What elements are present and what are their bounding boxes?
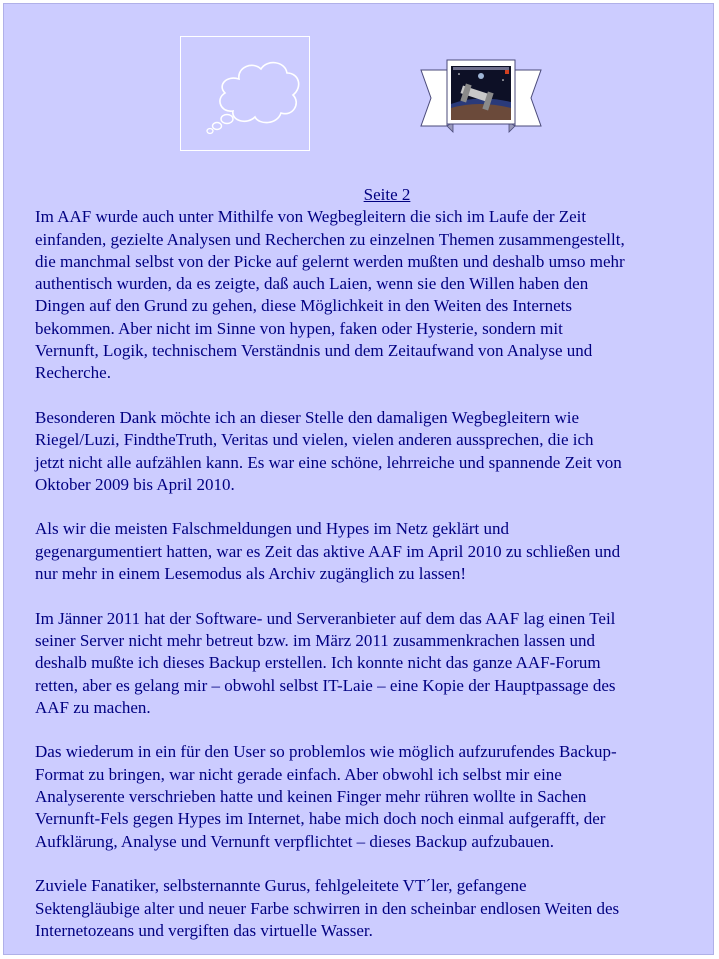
paragraph-line: Das wiederum in ein für den User so problemlos wie möglich aufzurufendes Backup- [35,742,617,762]
paragraph-line: nur mehr in einem Lesemodus als Archiv zugänglich zu lassen! [35,564,467,584]
paragraph-line: Sektengläubige alter und neuer Farbe schwirren in den scheinbar endlosen Weiten des [35,898,620,918]
paragraph-line: jetzt nicht alle aufzählen kann. Es war eine schöne, lehrreiche und spannende Zeit von [35,452,622,472]
paragraph-line: seiner Server nicht mehr betreut bzw. im März 2011 zusammenkrachen lassen und [35,630,596,650]
paragraph-line: Zuviele Fanatiker, selbsternannte Gurus, fehlgeleitete VT´ler, gefangene [35,876,527,896]
paragraph-line: Vernunft-Fels gegen Hypes im Internet, habe mich doch noch einmal aufgerafft, der [35,809,606,829]
paragraph-line: die manchmal selbst von der Picke auf gelernt werden mußten und deshalb umso mehr [35,251,625,271]
paragraph [35,741,705,852]
paragraph [35,518,705,585]
page-number-heading: Seite 2 [363,185,411,204]
paragraph-line: Im AAF wurde auch unter Mithilfe von Wegbegleitern die sich im Laufe der Zeit [35,207,587,227]
paragraph-line: Als wir die meisten Falschmeldungen und Hypes im Netz geklärt und [35,519,510,539]
paragraph-line: Aufklärung, Analyse und Vernunft verpflichtet – dieses Backup aufzubauen. [35,831,554,851]
paragraph-line: Format zu bringen, war nicht gerade einfach. Aber obwohl ich selbst mir eine [35,764,562,784]
paragraph-line: Vernunft, Logik, technischem Verständnis und dem Zeitaufwand von Analyse und [35,341,593,361]
paragraph-list [35,206,705,942]
document-page [3,3,714,955]
paragraph-line: retten, aber es gelang mir – obwohl selbst IT-Laie – eine Kopie der Hauptpassage des [35,675,616,695]
paragraph-line: authentisch wurden, da es zeigte, daß auch Laien, wenn sie den Willen haben den [35,274,589,294]
paragraph-line: Riegel/Luzi, FindtheTruth, Veritas und vielen, vielen anderen aussprechen, die ich [35,430,594,450]
paragraph [35,608,705,719]
paragraph [35,407,705,496]
document-body [35,184,705,942]
paragraph-line: Besonderen Dank möchte ich an dieser Stelle den damaligen Wegbegleitern wie [35,407,580,427]
paragraph-line: Im Jänner 2011 hat der Software- und Serveranbieter auf dem das AAF lag einen Teil [35,608,616,628]
paragraph-line: Recherche. [35,363,111,383]
space-telescope-image-icon [417,56,545,134]
paragraph-line: Oktober 2009 bis April 2010. [35,474,235,494]
thought-cloud-frame [180,36,310,151]
paragraph-line: bekommen. Aber nicht im Sinne von hypen, faken oder Hysterie, sondern mit [35,318,563,338]
paragraph [35,206,705,384]
paragraph-line: gegenargumentiert hatten, war es Zeit das aktive AAF im April 2010 zu schließen und [35,541,621,561]
paragraph [35,875,705,942]
thought-cloud-icon [181,37,311,152]
paragraph-line: deshalb mußte ich dieses Backup erstellen. Ich konnte nicht das ganze AAF-Forum [35,653,601,673]
paragraph-line: Analyserente verschrieben hatte und keinen Finger mehr rühren wollte in Sachen [35,787,587,807]
paragraph-line: AAF zu machen. [35,697,151,717]
paragraph-line: Dingen auf den Grund zu gehen, diese Möglichkeit in den Weiten des Internets [35,296,572,316]
paragraph-line: einfanden, gezielte Analysen und Recherchen zu einzelnen Themen zusammengestellt, [35,229,625,249]
banner-image [417,56,545,134]
paragraph-line: Internetozeans und vergiften das virtuelle Wasser. [35,920,373,940]
